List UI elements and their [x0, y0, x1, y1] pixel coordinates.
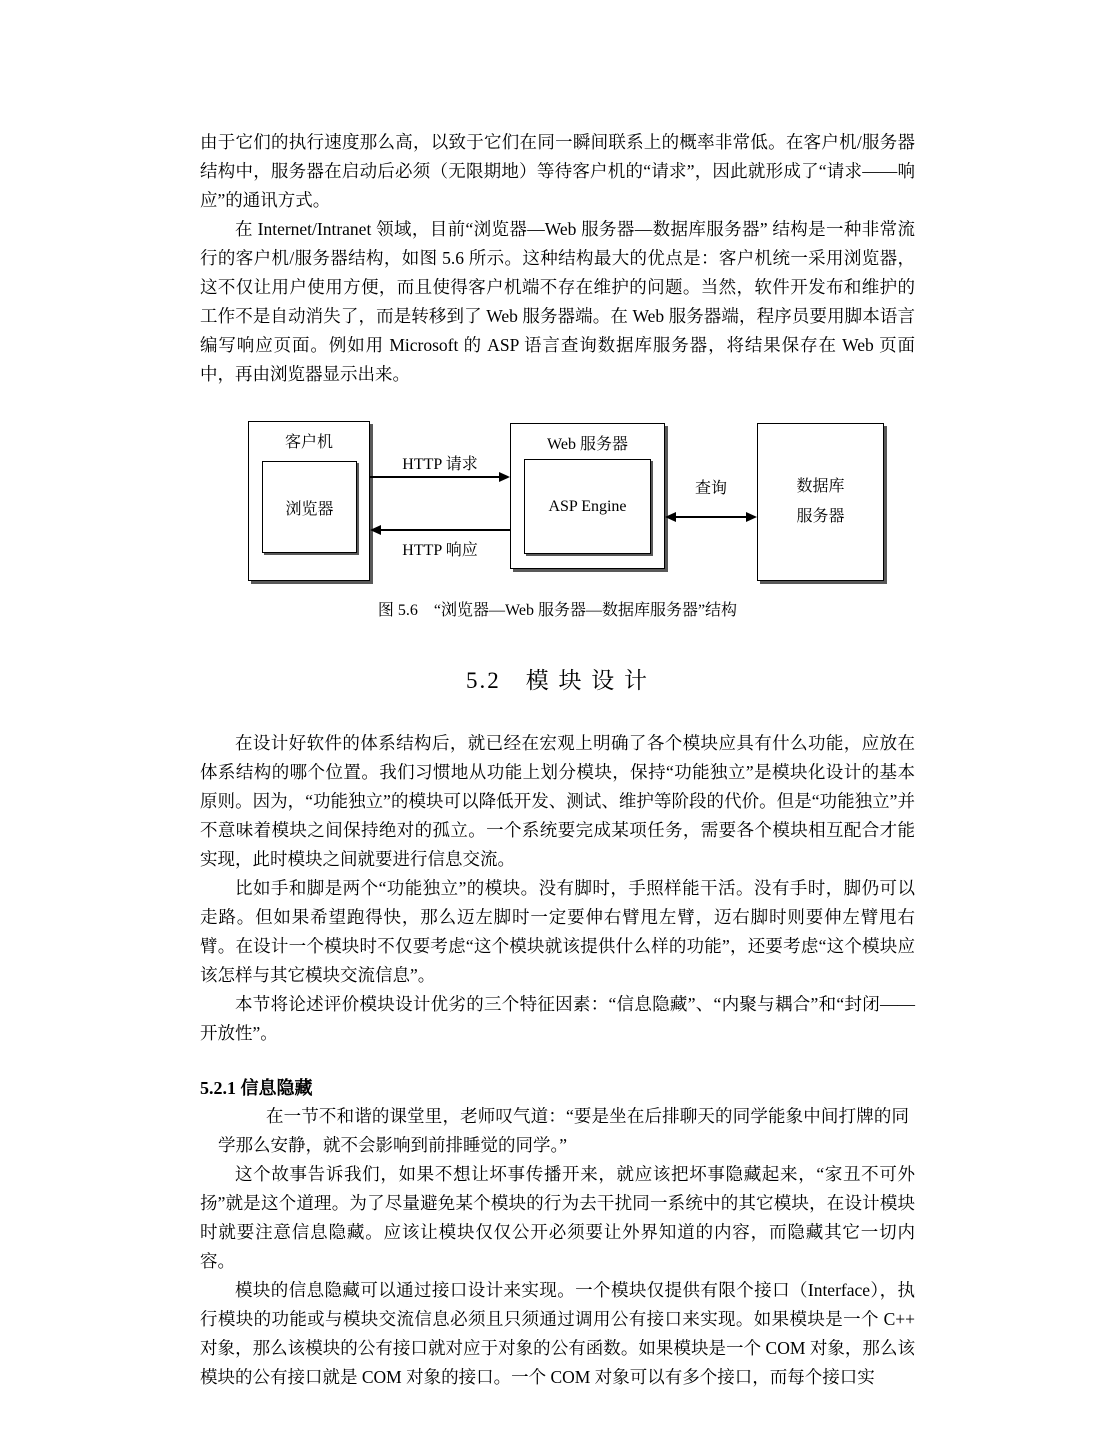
asp-engine-box-label: ASP Engine [548, 497, 627, 515]
browser-box-label: 浏览器 [285, 500, 334, 518]
figure-caption: 图 5.6 “浏览器—Web 服务器—数据库服务器”结构 [377, 602, 738, 619]
client-box-label: 客户机 [284, 434, 333, 451]
paragraph-info-hiding-2: 模块的信息隐藏可以通过接口设计来实现。一个模块仅提供有限个接口（Interface），执行模块的功能或与模块交流信息必须且只须通过调用公有接口来实现。如果模块是一个 C++ 对象，那么该模块的公有接口就对应于对象的公有函数。如果模块是一个 COM 对象，那么该模块的公有接口就是 COM 对象的接口。一个 COM 对象可以有多个接口，而每个接口实 [200, 1280, 915, 1387]
paragraph-module-design-1: 在设计好软件的体系结构后，就已经在宏观上明确了各个模块应具有什么功能，应放在体系结构的哪个位置。我们习惯地从功能上划分模块，保持“功能独立”是模块化设计的基本原则。因为，“功能独立”的模块可以降低开发、测试、维护等阶段的代价。但是“功能独立”并不意味着模块之间保持绝对的孤立。一个系统要完成某项任务，需要各个模块相互配合才能实现，此时模块之间就要进行信息交流。 [200, 733, 915, 869]
paragraph-anecdote: 在一节不和谐的课堂里，老师叹气道：“要是坐在后排聊天的同学能象中间打牌的同学那么安静，就不会影响到前排睡觉的同学。” [218, 1106, 909, 1155]
browser-box [262, 461, 357, 553]
paragraph-module-design-3: 本节将论述评价模块设计优劣的三个特征因素：“信息隐藏”、“内聚与耦合”和“封闭——开放性”。 [200, 994, 915, 1043]
http-response-arrow [381, 529, 510, 531]
paragraph-module-design-2: 比如手和脚是两个“功能独立”的模块。没有脚时，手照样能干活。没有手时，脚仍可以走路。但如果希望跑得快，那么迈左脚时一定要伸右臂甩左臂，迈右脚时则要伸左臂甩右臂。在设计一个模块时不仅要考虑“这个模块就该提供什么样的功能”，还要考虑“这个模块应该怎样与其它模块交流信息”。 [200, 878, 915, 985]
query-arrowhead-right-icon [746, 512, 757, 522]
query-arrowhead-left-icon [665, 512, 676, 522]
database-server-box [757, 423, 884, 581]
figure-5-6-diagram [200, 419, 915, 589]
database-server-label-line2: 服务器 [796, 508, 845, 525]
section-heading-5-2: 5.2 模 块 设 计 [466, 668, 649, 693]
http-request-arrowhead-icon [499, 472, 510, 482]
web-server-box-label: Web 服务器 [547, 436, 628, 453]
query-label: 查询 [694, 480, 727, 497]
paragraph-info-hiding-1: 这个故事告诉我们，如果不想让坏事传播开来，就应该把坏事隐藏起来，“家丑不可外扬”就是这个道理。为了尽量避免某个模块的行为去干扰同一系统中的其它模块，在设计模块时就要注意信息隐藏。应该让模块仅仅公开必须要让外界知道的内容，而隐藏其它一切内容。 [200, 1164, 915, 1271]
paragraph-internet-intranet: 在 Internet/Intranet 领域，目前“浏览器—Web 服务器—数据库服务器” 结构是一种非常流行的客户机/服务器结构，如图 5.6 所示。这种结构最大的优点是：客户机统一采用浏览器，这不仅让用户使用方便，而且使得客户机端不存在维护的问题。当然，软件开发布和维护的工作不是自动消失了，而是转移到了 Web 服务器端。在 Web 服务器端，程序员要用脚本语言编写响应页面。例如用 Microsoft 的 ASP 语言查询数据库服务器，将结果保存在 Web 页面中，再由浏览器显示出来。 [200, 219, 915, 384]
paragraph-continuation: 由于它们的执行速度那么高，以致于它们在同一瞬间联系上的概率非常低。在客户机/服务器结构中，服务器在启动后必须（无限期地）等待客户机的“请求”，因此就形成了“请求——响应”的通讯方式。 [200, 132, 915, 210]
http-response-label: HTTP 响应 [402, 542, 478, 559]
subsection-heading-5-2-1: 5.2.1 信息隐藏 [200, 1078, 313, 1098]
http-request-label: HTTP 请求 [402, 456, 478, 473]
database-server-label-line1: 数据库 [796, 478, 845, 495]
asp-engine-box [524, 459, 651, 554]
query-arrow [676, 516, 746, 518]
http-request-arrow [370, 476, 499, 478]
http-response-arrowhead-icon [370, 525, 381, 535]
